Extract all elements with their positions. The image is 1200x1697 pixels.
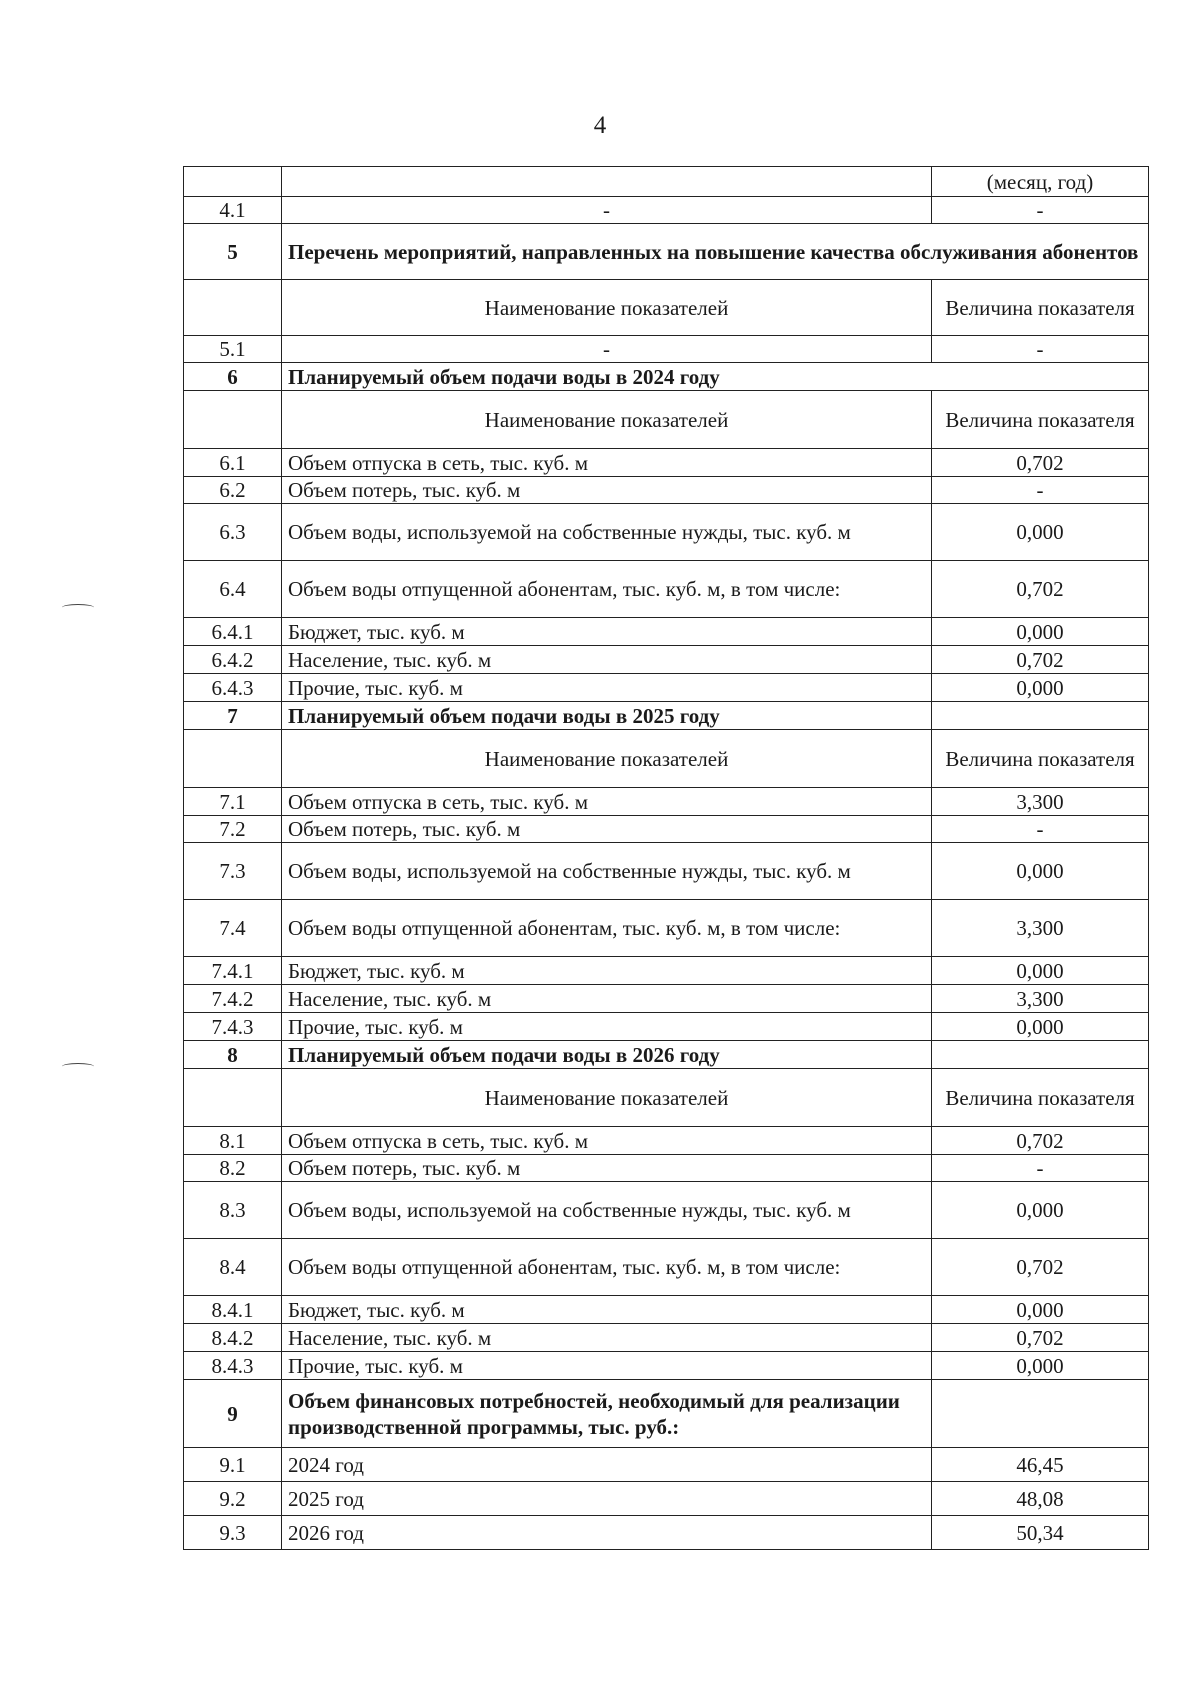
row-text: 2026 год: [282, 1516, 932, 1550]
row-number: [184, 167, 282, 197]
row-value: [932, 1041, 1149, 1069]
row-value: -: [932, 1155, 1149, 1182]
table-row: [184, 1127, 1149, 1155]
column-header-row: [184, 1069, 1149, 1127]
row-number: 4.1: [184, 197, 282, 224]
row-value: 0,702: [932, 1127, 1149, 1155]
row-value: [932, 702, 1149, 730]
table-row: [184, 1013, 1149, 1041]
table-row: [184, 504, 1149, 561]
row-value: -: [932, 336, 1149, 363]
row-number: 7.4: [184, 900, 282, 957]
section-row: [184, 363, 1149, 391]
table-row: [184, 167, 1149, 197]
row-value: 50,34: [932, 1516, 1149, 1550]
row-number: 6.4.1: [184, 618, 282, 646]
column-header-name: Наименование показателей: [282, 730, 932, 788]
row-text: -: [282, 336, 932, 363]
punch-hole-mark: [62, 1063, 94, 1070]
column-header-name: Наименование показателей: [282, 391, 932, 449]
section-title: Планируемый объем подачи воды в 2025 году: [282, 702, 932, 730]
row-text: Бюджет, тыс. куб. м: [282, 1296, 932, 1324]
row-number: [184, 1069, 282, 1127]
punch-hole-mark: [62, 604, 94, 611]
row-value: 0,702: [932, 646, 1149, 674]
program-table: [183, 166, 1149, 1550]
row-number: 8.3: [184, 1182, 282, 1239]
table-row: [184, 900, 1149, 957]
row-number: 7.4.1: [184, 957, 282, 985]
row-text: -: [282, 197, 932, 224]
section-row: [184, 1380, 1149, 1448]
table-row: [184, 1482, 1149, 1516]
row-number: 6.2: [184, 477, 282, 504]
column-header-value: Величина показателя: [932, 1069, 1149, 1127]
table-row: [184, 957, 1149, 985]
row-value: 0,000: [932, 843, 1149, 900]
row-number: 6.3: [184, 504, 282, 561]
row-value: 0,702: [932, 1239, 1149, 1296]
row-text: Объем воды, используемой на собственные нужды, тыс. куб. м: [282, 504, 932, 561]
row-text: Объем отпуска в сеть, тыс. куб. м: [282, 1127, 932, 1155]
row-text: Прочие, тыс. куб. м: [282, 674, 932, 702]
row-value: -: [932, 477, 1149, 504]
row-text: Объем отпуска в сеть, тыс. куб. м: [282, 788, 932, 816]
row-value: 0,000: [932, 504, 1149, 561]
row-value: 3,300: [932, 900, 1149, 957]
section-number: 5: [184, 224, 282, 280]
row-text: Объем воды, используемой на собственные нужды, тыс. куб. м: [282, 1182, 932, 1239]
section-number: 8: [184, 1041, 282, 1069]
row-value: 0,000: [932, 618, 1149, 646]
table-row: [184, 618, 1149, 646]
row-text: Объем воды отпущенной абонентам, тыс. куб. м, в том числе:: [282, 1239, 932, 1296]
section-title: Перечень мероприятий, направленных на повышение качества обслуживания абонентов: [282, 224, 1149, 280]
table-row: [184, 674, 1149, 702]
row-value: 3,300: [932, 788, 1149, 816]
row-value: [932, 1380, 1149, 1448]
row-text: Население, тыс. куб. м: [282, 985, 932, 1013]
section-number: 9: [184, 1380, 282, 1448]
table-row: [184, 1296, 1149, 1324]
column-header-value: Величина показателя: [932, 730, 1149, 788]
section-title: Планируемый объем подачи воды в 2026 году: [282, 1041, 932, 1069]
row-number: 9.3: [184, 1516, 282, 1550]
section-row: [184, 702, 1149, 730]
table-row: [184, 449, 1149, 477]
row-number: 9.1: [184, 1448, 282, 1482]
row-value: 46,45: [932, 1448, 1149, 1482]
row-text: Объем потерь, тыс. куб. м: [282, 816, 932, 843]
table-row: [184, 788, 1149, 816]
row-number: 7.4.2: [184, 985, 282, 1013]
row-number: 8.4.3: [184, 1352, 282, 1380]
row-text: Прочие, тыс. куб. м: [282, 1352, 932, 1380]
column-header-name: Наименование показателей: [282, 280, 932, 336]
row-text: Прочие, тыс. куб. м: [282, 1013, 932, 1041]
table-row: [184, 1516, 1149, 1550]
section-number: 6: [184, 363, 282, 391]
row-text: Бюджет, тыс. куб. м: [282, 957, 932, 985]
section-row: [184, 1041, 1149, 1069]
row-text: 2025 год: [282, 1482, 932, 1516]
table-row: [184, 1448, 1149, 1482]
row-text: Объем воды отпущенной абонентам, тыс. куб. м, в том числе:: [282, 561, 932, 618]
table-row: [184, 197, 1149, 224]
table-row: [184, 1239, 1149, 1296]
table-row: [184, 1352, 1149, 1380]
row-text: Объем воды отпущенной абонентам, тыс. куб. м, в том числе:: [282, 900, 932, 957]
row-number: 9.2: [184, 1482, 282, 1516]
table-row: [184, 646, 1149, 674]
row-text: Население, тыс. куб. м: [282, 646, 932, 674]
row-number: 8.2: [184, 1155, 282, 1182]
row-number: 5.1: [184, 336, 282, 363]
row-number: 7.3: [184, 843, 282, 900]
table-row: [184, 561, 1149, 618]
table-row: [184, 843, 1149, 900]
row-text: Объем отпуска в сеть, тыс. куб. м: [282, 449, 932, 477]
column-header-row: [184, 280, 1149, 336]
row-number: 8.4.2: [184, 1324, 282, 1352]
row-number: [184, 730, 282, 788]
section-title: Объем финансовых потребностей, необходимый для реализации производственной программы, тыс. руб.:: [282, 1380, 932, 1448]
section-title: Планируемый объем подачи воды в 2024 году: [282, 363, 1149, 391]
row-text: 2024 год: [282, 1448, 932, 1482]
row-value: 0,000: [932, 957, 1149, 985]
page-number: 4: [593, 112, 607, 139]
table-row: [184, 1182, 1149, 1239]
row-value: 0,000: [932, 1182, 1149, 1239]
row-value: 0,702: [932, 1324, 1149, 1352]
row-text: Население, тыс. куб. м: [282, 1324, 932, 1352]
row-number: 7.1: [184, 788, 282, 816]
row-value: 0,000: [932, 1013, 1149, 1041]
header-tail-cell: (месяц, год): [932, 167, 1149, 197]
table-row: [184, 985, 1149, 1013]
table-row: [184, 816, 1149, 843]
row-value: 3,300: [932, 985, 1149, 1013]
row-text: Объем потерь, тыс. куб. м: [282, 1155, 932, 1182]
row-value: 0,702: [932, 449, 1149, 477]
table-row: [184, 336, 1149, 363]
row-number: 6.1: [184, 449, 282, 477]
row-value: 48,08: [932, 1482, 1149, 1516]
section-number: 7: [184, 702, 282, 730]
row-number: 8.4.1: [184, 1296, 282, 1324]
row-number: 8.4: [184, 1239, 282, 1296]
row-text: Бюджет, тыс. куб. м: [282, 618, 932, 646]
column-header-name: Наименование показателей: [282, 1069, 932, 1127]
row-number: 7.4.3: [184, 1013, 282, 1041]
section-row: [184, 224, 1149, 280]
column-header-row: [184, 391, 1149, 449]
row-value: 0,000: [932, 1296, 1149, 1324]
column-header-row: [184, 730, 1149, 788]
column-header-value: Величина показателя: [932, 391, 1149, 449]
row-number: [184, 391, 282, 449]
row-number: 7.2: [184, 816, 282, 843]
row-value: 0,702: [932, 561, 1149, 618]
row-text: [282, 167, 932, 197]
table-row: [184, 1324, 1149, 1352]
row-number: 8.1: [184, 1127, 282, 1155]
column-header-value: Величина показателя: [932, 280, 1149, 336]
row-text: Объем потерь, тыс. куб. м: [282, 477, 932, 504]
row-number: 6.4.2: [184, 646, 282, 674]
row-value: -: [932, 197, 1149, 224]
table-row: [184, 1155, 1149, 1182]
table-row: [184, 477, 1149, 504]
row-value: 0,000: [932, 1352, 1149, 1380]
row-value: -: [932, 816, 1149, 843]
row-number: 6.4.3: [184, 674, 282, 702]
row-number: 6.4: [184, 561, 282, 618]
row-value: 0,000: [932, 674, 1149, 702]
row-number: [184, 280, 282, 336]
row-text: Объем воды, используемой на собственные нужды, тыс. куб. м: [282, 843, 932, 900]
